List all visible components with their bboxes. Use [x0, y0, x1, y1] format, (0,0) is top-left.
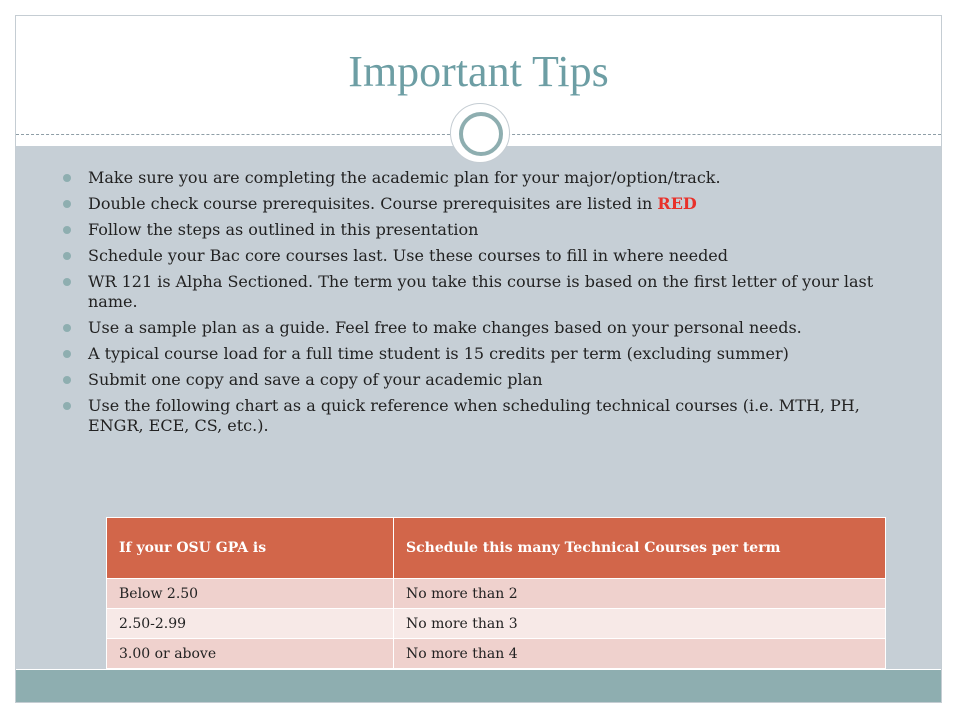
bullet-icon	[63, 350, 71, 358]
gpa-reference-table	[106, 517, 886, 669]
list-item	[62, 344, 902, 364]
table-cell-courses: No more than 3	[394, 609, 886, 639]
table-cell-gpa: 2.50-2.99	[107, 609, 394, 639]
slide-title: Important Tips	[348, 47, 609, 96]
list-item-text: Use the following chart as a quick reference when scheduling technical courses (i.e. MTH, PH, ENGR, ECE, CS, etc.).	[88, 396, 860, 435]
red-highlight-text: RED	[657, 194, 697, 213]
circle-ornament-icon	[450, 103, 510, 163]
list-item-text: Double check course prerequisites. Course prerequisites are listed in	[88, 194, 658, 213]
table-row	[107, 579, 886, 609]
list-item-text: Schedule your Bac core courses last. Use these courses to fill in where needed	[88, 246, 729, 265]
table-header-row	[107, 518, 886, 579]
table-cell-courses: No more than 4	[394, 639, 886, 669]
table-row	[107, 609, 886, 639]
bullet-icon	[63, 200, 71, 208]
table-cell-gpa: 3.00 or above	[107, 639, 394, 669]
tips-list	[62, 168, 902, 442]
table-cell-gpa: Below 2.50	[107, 579, 394, 609]
bullet-icon	[63, 278, 71, 286]
list-item-text: WR 121 is Alpha Sectioned. The term you take this course is based on the first letter of your last name.	[88, 272, 874, 311]
list-item	[62, 370, 902, 390]
table-cell-courses: No more than 2	[394, 579, 886, 609]
list-item	[62, 194, 902, 214]
table-header-courses: Schedule this many Technical Courses per term	[394, 518, 886, 579]
bullet-icon	[63, 376, 71, 384]
list-item	[62, 272, 902, 312]
list-item	[62, 318, 902, 338]
bullet-icon	[63, 174, 71, 182]
list-item-text: Submit one copy and save a copy of your academic plan	[88, 370, 543, 389]
table-row	[107, 639, 886, 669]
list-item	[62, 396, 902, 436]
list-item	[62, 168, 902, 188]
list-item-text: Use a sample plan as a guide. Feel free to make changes based on your personal needs.	[88, 318, 802, 337]
bullet-icon	[63, 402, 71, 410]
table-header-gpa: If your OSU GPA is	[107, 518, 394, 579]
list-item	[62, 220, 902, 240]
circle-ornament-inner	[459, 112, 503, 156]
list-item-text: A typical course load for a full time student is 15 credits per term (excluding summer)	[88, 344, 789, 363]
footer-bar	[16, 670, 941, 702]
bullet-icon	[63, 252, 71, 260]
list-item-text: Make sure you are completing the academic plan for your major/option/track.	[88, 168, 721, 187]
bullet-icon	[63, 324, 71, 332]
list-item	[62, 246, 902, 266]
bullet-icon	[63, 226, 71, 234]
list-item-text: Follow the steps as outlined in this presentation	[88, 220, 479, 239]
